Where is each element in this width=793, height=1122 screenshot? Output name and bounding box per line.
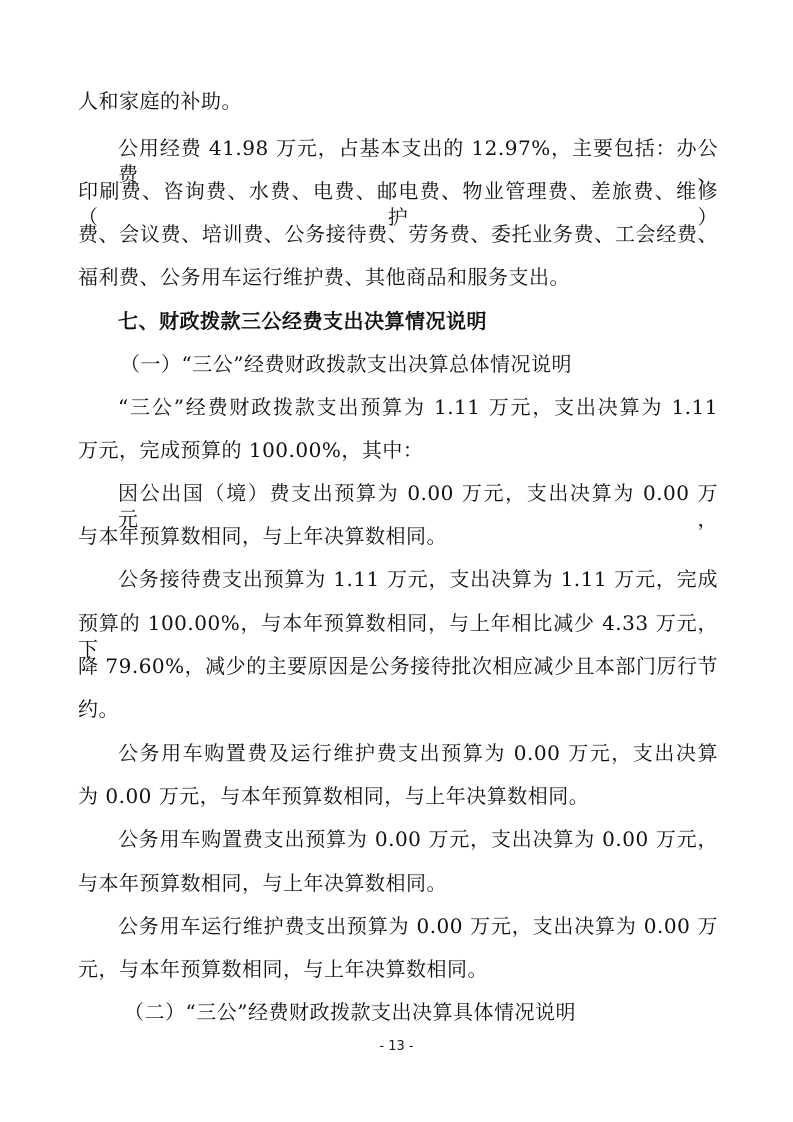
- paragraph-line: 费、会议费、培训费、公务接待费、劳务费、委托业务费、工会经费、: [78, 222, 718, 246]
- paragraph-line: 元，与本年预算数相同，与上年决算数相同。: [78, 957, 488, 981]
- paragraph-line: 公用经费 41.98 万元，占基本支出的 12.97%，主要包括：办公费、: [118, 136, 718, 186]
- paragraph-line: 公务接待费支出预算为 1.11 万元，支出决算为 1.11 万元，完成: [118, 567, 718, 591]
- paragraph-line: 公务用车运行维护费支出预算为 0.00 万元，支出决算为 0.00 万: [118, 914, 718, 938]
- paragraph-line: “三公”经费财政拨款支出预算为 1.11 万元，支出决算为 1.11: [118, 395, 718, 419]
- paragraph-line: 人和家庭的补助。: [78, 89, 242, 113]
- paragraph-line: 公务用车购置费及运行维护费支出预算为 0.00 万元，支出决算: [118, 741, 718, 765]
- subsection-heading: （二）“三公”经费财政拨款支出决算具体情况说明: [124, 1000, 576, 1024]
- paragraph-line: 为 0.00 万元，与本年预算数相同，与上年决算数相同。: [78, 784, 590, 808]
- page-number: - 13 -: [379, 1039, 414, 1054]
- paragraph-line: 公务用车购置费支出预算为 0.00 万元，支出决算为 0.00 万元，: [118, 827, 718, 851]
- subsection-heading: （一）“三公”经费财政拨款支出决算总体情况说明: [120, 352, 572, 376]
- paragraph-line: 因公出国（境）费支出预算为 0.00 万元，支出决算为 0.00 万元，: [118, 481, 718, 531]
- paragraph-line: 约。: [78, 697, 119, 721]
- paragraph-line: 福利费、公务用车运行维护费、其他商品和服务支出。: [78, 265, 570, 289]
- section-heading: 七、财政拨款三公经费支出决算情况说明: [118, 309, 487, 333]
- paragraph-line: 与本年预算数相同，与上年决算数相同。: [78, 871, 447, 895]
- paragraph-line: 降 79.60%，减少的主要原因是公务接待批次相应减少且本部门厉行节: [78, 654, 718, 678]
- paragraph-line: 与本年预算数相同，与上年决算数相同。: [78, 524, 447, 548]
- paragraph-line: 印刷费、咨询费、水费、电费、邮电费、物业管理费、差旅费、维修（护）: [78, 179, 718, 229]
- paragraph-line: 预算的 100.00%，与本年预算数相同，与上年相比减少 4.33 万元，下: [78, 611, 718, 661]
- paragraph-line: 万元，完成预算的 100.00%，其中：: [78, 438, 424, 462]
